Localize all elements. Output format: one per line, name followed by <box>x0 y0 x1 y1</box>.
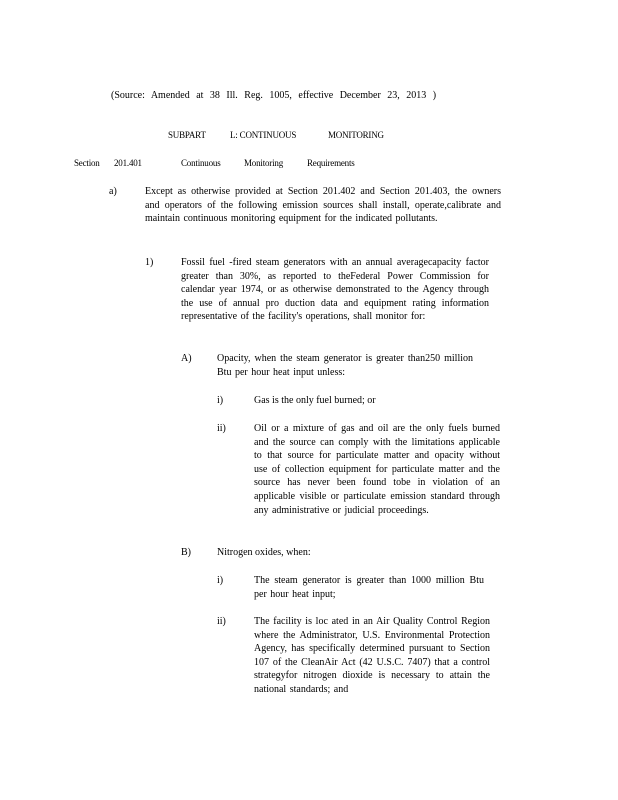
section-title-1: Continuous <box>181 158 221 168</box>
source-note: (Source: Amended at 38 Ill. Reg. 1005, effective December 23, 2013 ) <box>111 90 437 101</box>
paragraph-label-B-i: i) <box>217 575 224 586</box>
paragraph-label-B-ii: ii) <box>217 616 226 627</box>
paragraph-label-a: a) <box>109 186 117 197</box>
section-title-2: Monitoring <box>244 158 284 168</box>
section-label: Section <box>74 158 100 168</box>
paragraph-label-A: A) <box>181 353 192 364</box>
paragraph-label-A-ii: ii) <box>217 423 226 434</box>
section-number: 201.401 <box>114 158 142 168</box>
paragraph-label-A-i: i) <box>217 395 224 406</box>
paragraph-a: Except as otherwise provided at Section 201.402 and Section 201.403, the owners and operators of the following emission sources shall install, operate,calibrate and maintain continuous monitoring equipment for the indicated pollutants. <box>145 186 501 225</box>
paragraph-B-ii: The facility is loc ated in an Air Quality Control Region where the Administrator, U.S. Environmental Protection Agency, has specifically determined pursuant to Section 107 of the CleanAir Act (42 U.S.C. 7407) that a control strategyfor nitrogen dioxide is necessary to attain the national standards; and <box>254 616 490 695</box>
paragraph-A-ii: Oil or a mixture of gas and oil are the only fuels burned and the source can comply with the limitations applicable to that source for particulate matter and opacity without use of collection equipment for particulate matter and the source has never been found tobe in violation of an applicable visible or particulate emission standard through any administrative or judicial proceedings. <box>254 423 500 516</box>
paragraph-B: Nitrogen oxides, when: <box>217 547 311 558</box>
section-title-3: Requirements <box>307 158 355 168</box>
paragraph-B-i: The steam generator is greater than 1000 million Btu per hour heat input; <box>254 575 484 600</box>
paragraph-1: Fossil fuel -fired steam generators with an annual averagecapacity factor greater than 30%, as reported to theFederal Power Commission for calendar year 1974, or as otherwise demonstrated to the Agency through the use of annual pro duction data and equipment rating information representative of the facility's operations, shall monitor for: <box>181 257 489 323</box>
paragraph-A-i: Gas is the only fuel burned; or <box>254 395 376 406</box>
paragraph-label-B: B) <box>181 547 191 558</box>
subpart-id: L: CONTINUOUS <box>230 130 297 140</box>
subpart-title: MONITORING <box>328 130 384 140</box>
paragraph-A: Opacity, when the steam generator is greater than250 million Btu per hour heat input unless: <box>217 353 473 378</box>
subpart-word: SUBPART <box>168 130 206 140</box>
paragraph-label-1: 1) <box>145 257 154 268</box>
